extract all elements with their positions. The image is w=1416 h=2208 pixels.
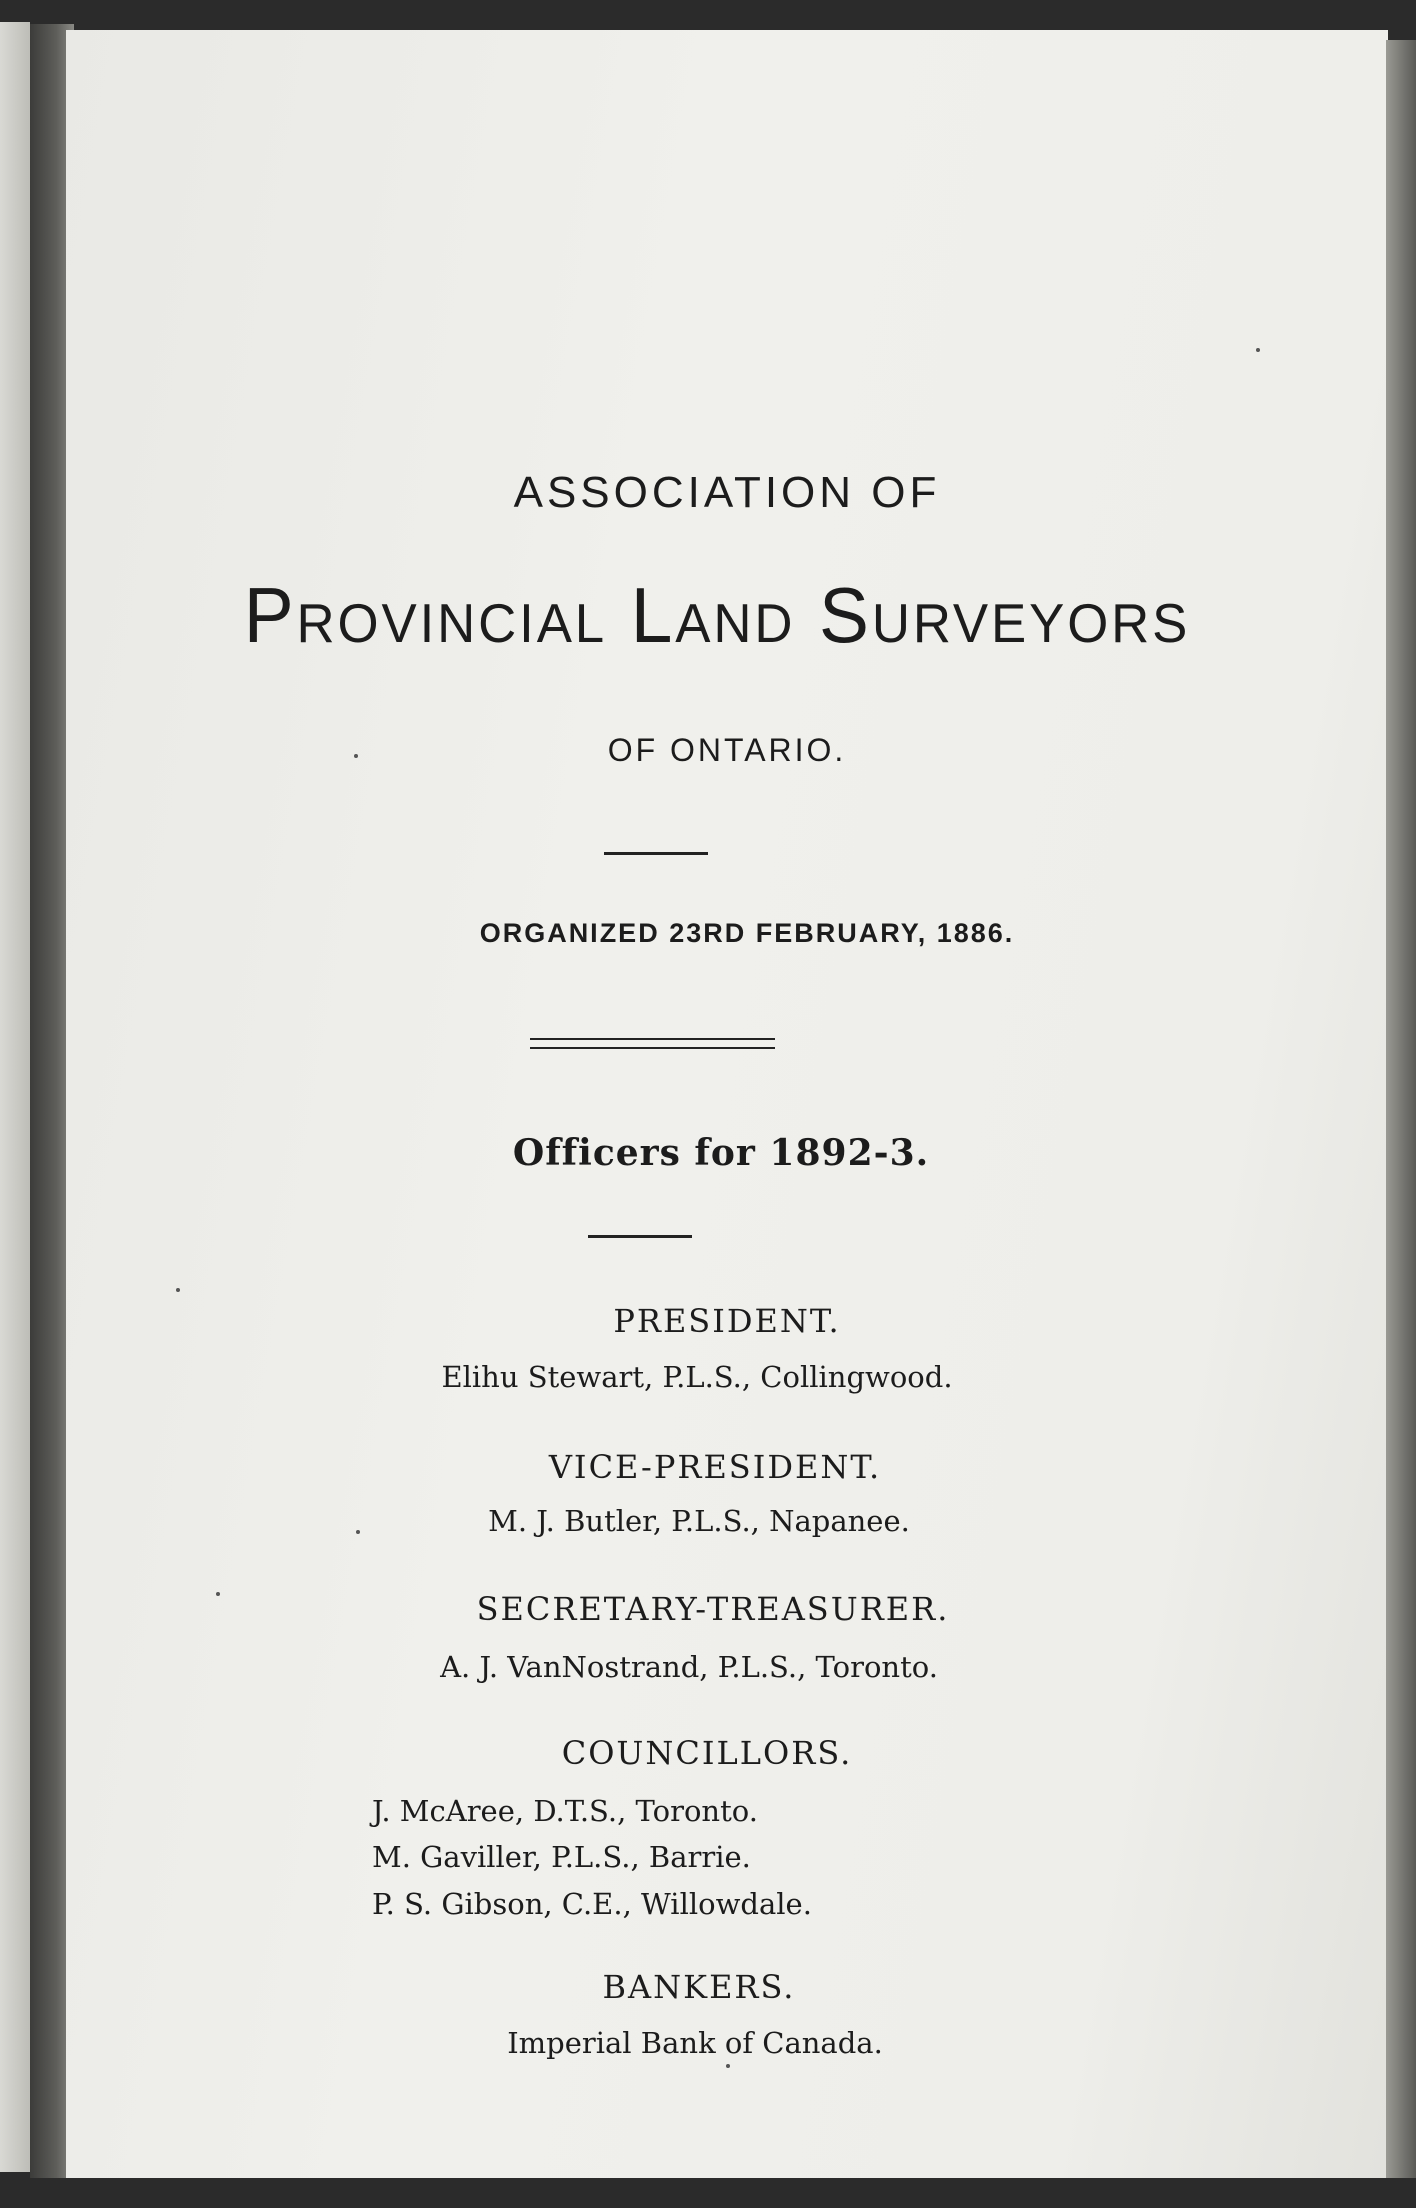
divider-rule — [604, 852, 708, 855]
banker-name: Imperial Bank of Canada. — [507, 2026, 883, 2060]
title-of-ontario: OF ONTARIO. — [607, 732, 847, 768]
section-heading-secretary-treasurer: SECRETARY-TREASURER. — [476, 1590, 950, 1628]
scan-border — [0, 2178, 1416, 2208]
title-association: ASSOCIATION OF — [513, 468, 941, 517]
previous-page-edge — [0, 22, 30, 2172]
section-heading-councillors: COUNCILLORS. — [561, 1734, 853, 1772]
paper-speck — [216, 1592, 220, 1596]
officer-name: A. J. VanNostrand, P.L.S., Toronto. — [440, 1650, 938, 1684]
section-heading-vice-president: VICE-PRESIDENT. — [548, 1448, 882, 1486]
double-rule-bottom — [530, 1047, 775, 1049]
section-heading-bankers: BANKERS. — [602, 1968, 796, 2006]
officers-heading: Officers for 1892-3. — [512, 1132, 930, 1174]
organized-date: ORGANIZED 23RD FEBRUARY, 1886. — [479, 918, 1015, 948]
councillor-name: P. S. Gibson, C.E., Willowdale. — [372, 1887, 812, 1921]
right-page-edge — [1386, 40, 1416, 2190]
councillor-name: J. McAree, D.T.S., Toronto. — [372, 1794, 758, 1828]
paper-speck — [726, 2064, 730, 2068]
title-page — [66, 30, 1388, 2180]
officer-name: M. J. Butler, P.L.S., Napanee. — [488, 1504, 910, 1538]
paper-speck — [1256, 348, 1260, 352]
paper-speck — [354, 754, 358, 758]
section-heading-president: PRESIDENT. — [613, 1302, 841, 1340]
paper-speck — [356, 1530, 360, 1534]
title-provincial-land-surveyors: Provincial Land Surveyors — [243, 571, 1191, 659]
councillor-name: M. Gaviller, P.L.S., Barrie. — [372, 1840, 751, 1874]
officer-name: Elihu Stewart, P.L.S., Collingwood. — [441, 1360, 953, 1394]
double-rule-top — [530, 1038, 775, 1040]
paper-speck — [176, 1288, 180, 1292]
divider-rule — [588, 1235, 692, 1238]
